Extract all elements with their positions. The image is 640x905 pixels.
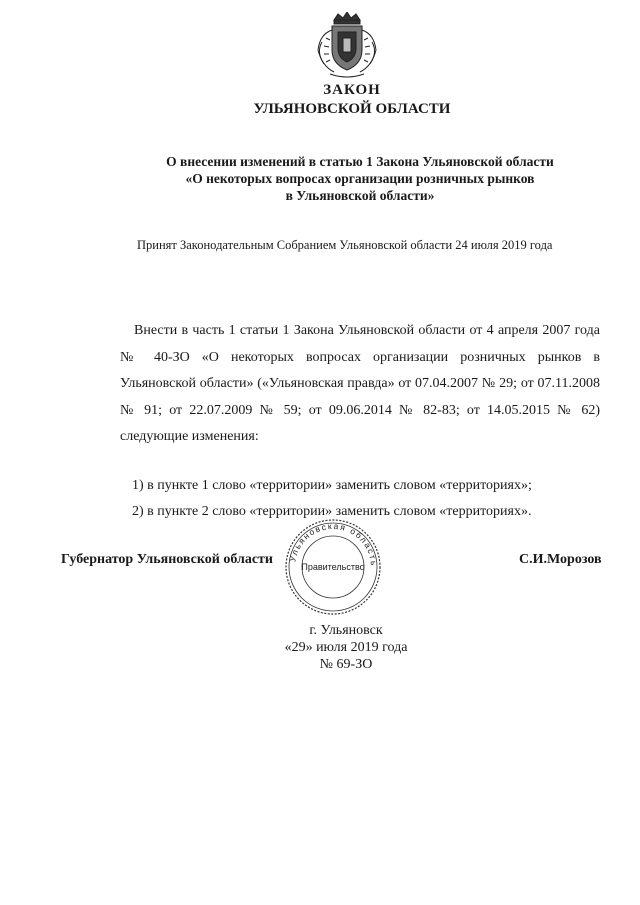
coat-of-arms-emblem [312,12,382,80]
law-heading: ЗАКОН [323,82,381,98]
official-seal-stamp [283,517,383,617]
region-heading: УЛЬЯНОВСКОЙ ОБЛАСТИ [253,101,451,117]
law-subject-line-1: О внесении изменений в статью 1 Закона Ульяновской области [166,154,554,169]
law-number: № 69-ЗО [319,657,373,672]
signatory-position: Губернатор Ульяновской области [61,552,273,567]
main-paragraph: Внести в часть 1 статьи 1 Закона Ульяновской области от 4 апреля 2007 года № 40-ЗО «О некоторых вопросах организации розничных рынков в Ульяновской области» («Ульяновская правда» от 07.04.2007 № 29; от 07.11.2008 № 91; от 22.07.2009 № 59; от 09.06.2014 № 82-83; от 14.05.2015 № 62) следующие изменения: [120,323,600,444]
seal-ring-text: Ульяновская область [287,520,380,568]
signing-city: г. Ульяновск [309,623,383,638]
signatory-name: С.И.Морозов [519,552,602,567]
signing-date: «29» июля 2019 года [284,640,408,655]
amendment-item-2: 2) в пункте 2 слово «территории» заменить словом «территориях». [132,504,532,519]
law-subject-line-2: «О некоторых вопросах организации розничных рынков [185,171,535,186]
adoption-note: Принят Законодательным Собранием Ульяновской области 24 июля 2019 года [137,238,553,252]
seal-center-text: Правительство [301,562,365,572]
svg-text:Ульяновская область [287,521,379,567]
amendment-item-1: 1) в пункте 1 слово «территории» заменить словом «территориях»; [132,478,532,493]
law-subject-line-3: в Ульяновской области» [285,188,435,203]
body-text [120,318,600,451]
